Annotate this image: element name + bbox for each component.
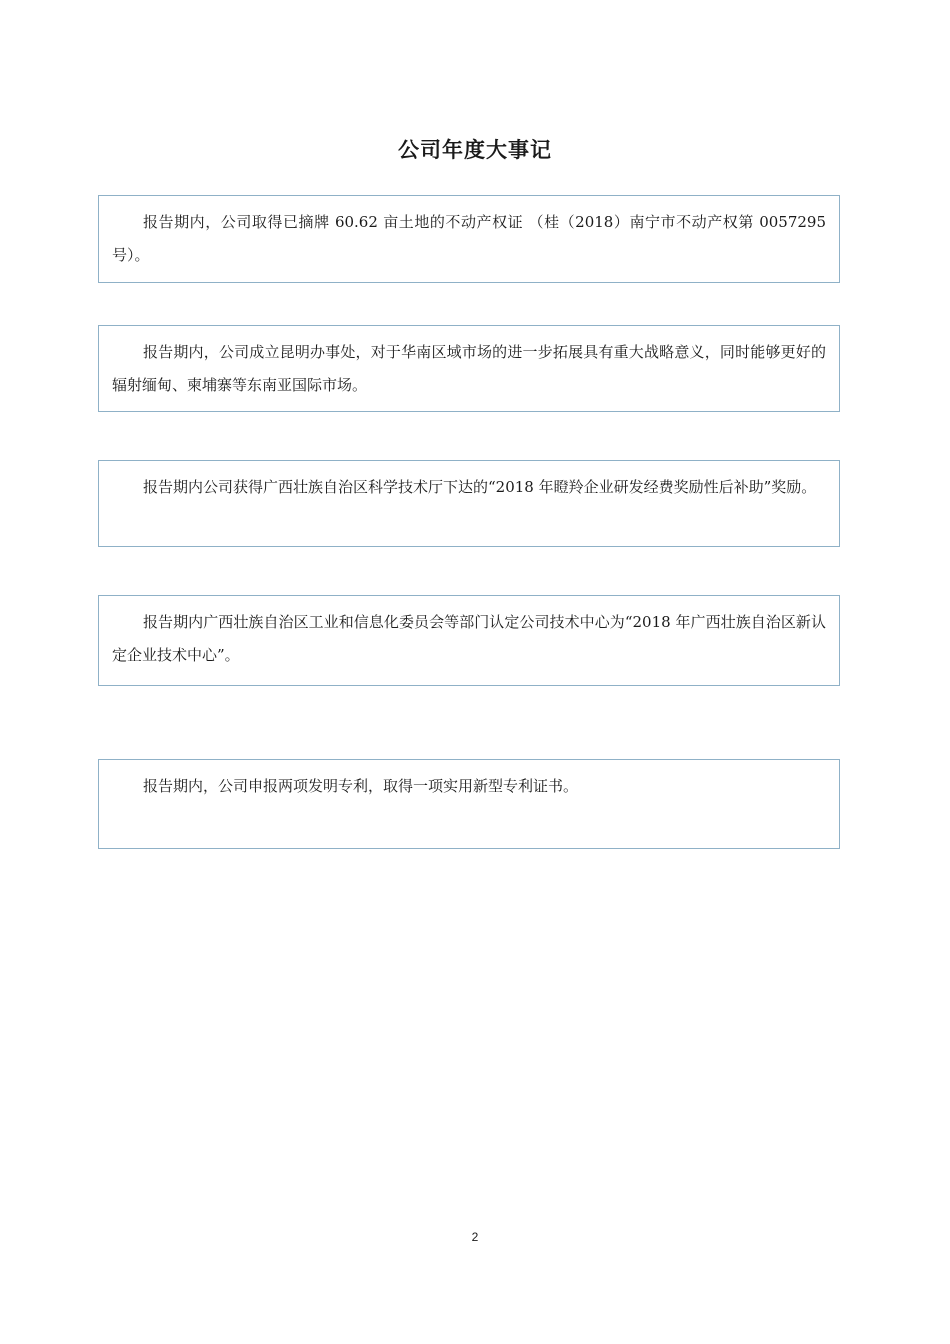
event-box: [98, 195, 840, 283]
event-box: [98, 595, 840, 686]
event-box: [98, 325, 840, 412]
event-text: 报告期内广西壮族自治区工业和信息化委员会等部门认定公司技术中心为“2018 年广西壮族自治区新认定企业技术中心”。: [112, 613, 826, 664]
page-title: 公司年度大事记: [398, 138, 552, 162]
event-box: [98, 460, 840, 547]
event-text: 报告期内公司获得广西壮族自治区科学技术厅下达的“2018 年瞪羚企业研发经费奖励性后补助”奖励。: [143, 478, 817, 496]
event-text: 报告期内，公司成立昆明办事处，对于华南区域市场的进一步拓展具有重大战略意义，同时能够更好的辐射缅甸、柬埔寨等东南亚国际市场。: [112, 343, 826, 394]
page-number: 2: [471, 1230, 479, 1244]
event-text: 报告期内，公司取得已摘牌 60.62 亩土地的不动产权证 （桂（2018）南宁市不动产权第 0057295 号）。: [112, 213, 826, 264]
event-box: [98, 759, 840, 849]
event-text: 报告期内，公司申报两项发明专利，取得一项实用新型专利证书。: [143, 777, 579, 795]
